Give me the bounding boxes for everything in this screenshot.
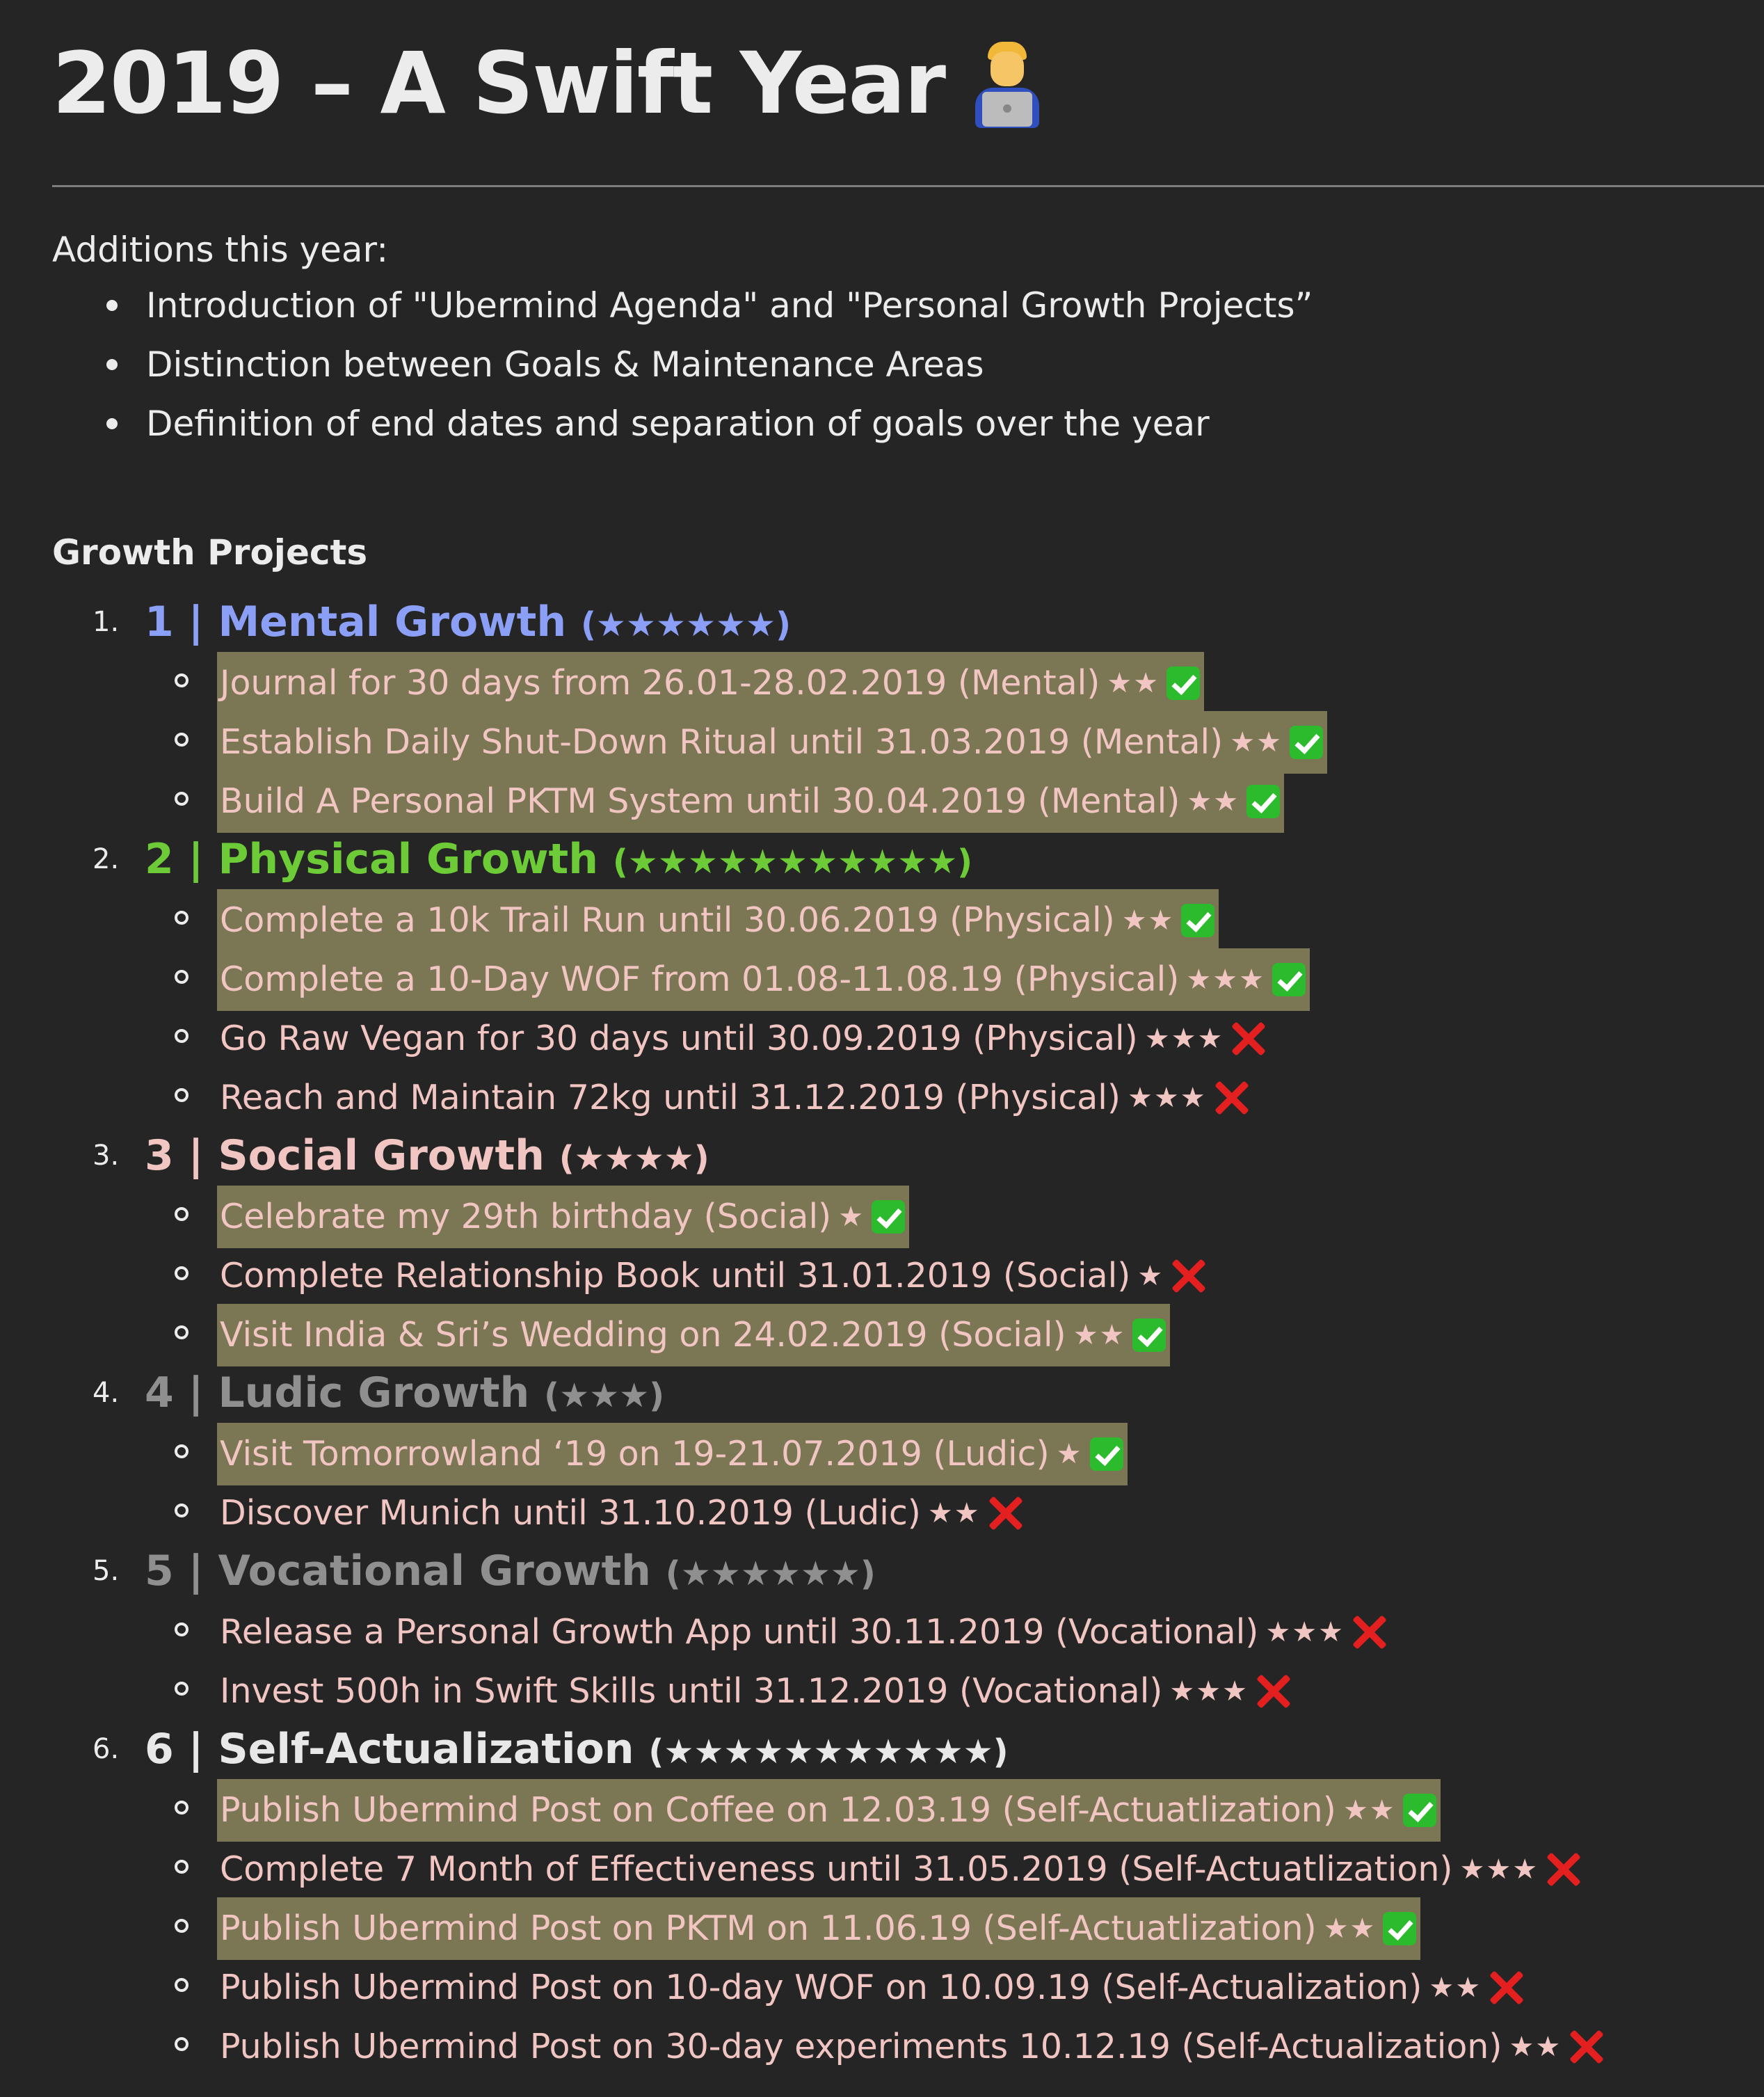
- bullet-circle-icon: [175, 1622, 189, 1636]
- bullet-circle-icon: [175, 911, 189, 925]
- goal-item-failed: [52, 1660, 1764, 1719]
- goal-text-container: [217, 1067, 1254, 1129]
- project-stars: (★★★★★★★★★★★): [648, 1732, 1009, 1771]
- goal-text-container: [217, 1482, 1028, 1545]
- project-heading: [52, 1719, 1764, 1779]
- additions-item: Distinction between Goals & Maintenance Areas: [52, 340, 1764, 399]
- goal-stars: ★★★: [1186, 964, 1265, 996]
- project-title: [145, 592, 791, 655]
- goal-item-completed: [52, 1304, 1764, 1363]
- growth-project: [52, 1363, 1764, 1541]
- goal-item-completed: [52, 889, 1764, 948]
- check-mark-icon: [1272, 963, 1306, 996]
- goal-stars: ★★: [1187, 786, 1240, 818]
- goal-stars: ★★: [1429, 1972, 1482, 2004]
- check-mark-icon: [1090, 1437, 1123, 1471]
- project-title-text: 1 | Mental Growth: [145, 598, 581, 646]
- goal-label: Publish Ubermind Post on PKTM on 11.06.19 (Self-Actuatlization): [220, 1908, 1317, 1948]
- goal-text-container: [217, 1838, 1586, 1901]
- goal-stars: ★★★: [1169, 1675, 1249, 1707]
- goal-item-failed: [52, 1601, 1764, 1660]
- page-title: 2019 – A Swift Year: [52, 34, 945, 133]
- cross-mark-icon: [988, 1495, 1024, 1531]
- bullet-dot-icon: [106, 418, 118, 429]
- goal-stars: ★: [1056, 1438, 1083, 1470]
- goal-text-container: [217, 1956, 1529, 2019]
- check-mark-icon: [1246, 785, 1280, 818]
- bullet-circle-icon: [175, 1266, 189, 1280]
- goal-text-container: [217, 770, 1284, 833]
- growth-project: [52, 1541, 1764, 1719]
- project-heading: [52, 1126, 1764, 1186]
- project-title: [145, 1719, 1009, 1782]
- check-mark-icon: [1403, 1794, 1436, 1827]
- page-title-row: [52, 28, 1764, 139]
- goal-label: Publish Ubermind Post on Coffee on 12.03.19 (Self-Actuatlization): [220, 1790, 1336, 1830]
- goal-stars: ★★: [1073, 1319, 1126, 1351]
- goal-item-failed: [52, 1482, 1764, 1541]
- project-number: 2.: [93, 843, 120, 875]
- goal-text-container: [217, 1007, 1271, 1070]
- bullet-dot-icon: [106, 300, 118, 311]
- project-title: [145, 1126, 709, 1188]
- project-title: [145, 1363, 664, 1426]
- project-heading: [52, 1541, 1764, 1601]
- project-title-text: 5 | Vocational Growth: [145, 1547, 666, 1595]
- check-mark-icon: [1166, 667, 1200, 700]
- goal-label: Journal for 30 days from 26.01-28.02.2019 (Mental): [220, 663, 1100, 703]
- goal-text-container: [217, 1601, 1392, 1664]
- goal-stars: ★★★: [1265, 1616, 1345, 1648]
- goal-item-completed: [52, 770, 1764, 829]
- goal-label: Visit India & Sri’s Wedding on 24.02.2019 (Social): [220, 1315, 1066, 1355]
- cross-mark-icon: [1546, 1851, 1582, 1888]
- project-title-text: 6 | Self-Actualization: [145, 1725, 649, 1773]
- project-number: 6.: [93, 1733, 120, 1765]
- bullet-circle-icon: [175, 673, 189, 687]
- goal-label: Publish Ubermind Post on 30-day experiments 10.12.19 (Self-Actualization): [220, 2027, 1502, 2066]
- check-mark-icon: [1290, 726, 1323, 759]
- cross-mark-icon: [1214, 1080, 1250, 1116]
- bullet-circle-icon: [175, 1919, 189, 1933]
- bullet-circle-icon: [175, 792, 189, 806]
- goal-stars: ★★: [1107, 667, 1160, 699]
- cross-mark-icon: [1171, 1258, 1207, 1294]
- goal-stars: ★★: [1323, 1913, 1377, 1945]
- goal-text-container: [217, 652, 1204, 715]
- goal-text-container: [217, 948, 1310, 1011]
- additions-label: Additions this year:: [52, 230, 389, 270]
- check-mark-icon: [1383, 1912, 1416, 1945]
- goal-item-completed: [52, 652, 1764, 711]
- goal-stars: ★★: [1509, 2031, 1562, 2063]
- growth-project: [52, 1719, 1764, 2075]
- goal-stars: ★★★: [1128, 1082, 1207, 1114]
- technologist-emoji-icon: [972, 42, 1042, 129]
- project-stars: (★★★★★★): [665, 1554, 876, 1593]
- project-stars: (★★★★★★): [580, 605, 792, 644]
- additions-item: Definition of end dates and separation of goals over the year: [52, 399, 1764, 459]
- goal-stars: ★: [1137, 1260, 1164, 1292]
- project-title-text: 3 | Social Growth: [145, 1131, 559, 1180]
- goal-text-container: [217, 1779, 1441, 1842]
- goal-item-failed: [52, 1007, 1764, 1067]
- goal-label: Celebrate my 29th birthday (Social): [220, 1197, 832, 1236]
- goal-label: Build A Personal PKTM System until 30.04.2019 (Mental): [220, 781, 1180, 821]
- goal-text-container: [217, 711, 1327, 774]
- bullet-circle-icon: [175, 1207, 189, 1221]
- growth-projects-heading: Growth Projects: [52, 532, 368, 573]
- goal-text-container: [217, 2016, 1609, 2078]
- goal-label: Complete 7 Month of Effectiveness until 31.05.2019 (Self-Actuatlization): [220, 1849, 1453, 1889]
- goal-stars: ★★: [1230, 726, 1283, 758]
- cross-mark-icon: [1489, 1970, 1525, 2006]
- project-number: 4.: [93, 1377, 120, 1409]
- project-number: 1.: [93, 606, 120, 638]
- project-heading: [52, 829, 1764, 889]
- bullet-circle-icon: [175, 733, 189, 747]
- bullet-circle-icon: [175, 1801, 189, 1815]
- goal-label: Publish Ubermind Post on 10-day WOF on 10.09.19 (Self-Actualization): [220, 1968, 1422, 2007]
- goal-item-failed: [52, 1838, 1764, 1897]
- goal-label: Establish Daily Shut-Down Ritual until 31.03.2019 (Mental): [220, 722, 1224, 762]
- cross-mark-icon: [1230, 1021, 1267, 1057]
- growth-projects-list: [52, 592, 1764, 2075]
- goal-item-failed: [52, 2016, 1764, 2075]
- goal-text-container: [217, 1304, 1170, 1366]
- project-stars: (★★★★): [559, 1139, 709, 1178]
- check-mark-icon: [872, 1200, 905, 1234]
- goal-item-completed: [52, 1186, 1764, 1245]
- bullet-circle-icon: [175, 970, 189, 984]
- goal-item-completed: [52, 948, 1764, 1007]
- goal-label: Release a Personal Growth App until 30.11.2019 (Vocational): [220, 1612, 1259, 1652]
- title-divider: [52, 185, 1764, 187]
- bullet-circle-icon: [175, 1504, 189, 1517]
- goal-stars: ★★: [1121, 904, 1175, 936]
- cross-mark-icon: [1352, 1614, 1388, 1650]
- goal-label: Complete a 10-Day WOF from 01.08-11.08.19 (Physical): [220, 959, 1180, 999]
- bullet-circle-icon: [175, 1325, 189, 1339]
- project-heading: [52, 1363, 1764, 1423]
- goal-text-container: [217, 1423, 1128, 1485]
- growth-project: [52, 829, 1764, 1126]
- document-page: [52, 28, 1764, 2075]
- goal-text-container: [217, 1897, 1420, 1960]
- check-mark-icon: [1132, 1318, 1166, 1352]
- bullet-circle-icon: [175, 1860, 189, 1874]
- goal-stars: ★: [838, 1201, 865, 1233]
- goal-stars: ★★: [927, 1497, 981, 1529]
- project-number: 3.: [93, 1140, 120, 1172]
- goal-text-container: [217, 1660, 1296, 1723]
- cross-mark-icon: [1256, 1673, 1292, 1709]
- goal-label: Complete a 10k Trail Run until 30.06.2019 (Physical): [220, 900, 1115, 940]
- goal-label: Go Raw Vegan for 30 days until 30.09.2019 (Physical): [220, 1019, 1138, 1058]
- goal-label: Visit Tomorrowland ‘19 on 19-21.07.2019 (Ludic): [220, 1434, 1050, 1474]
- project-stars: (★★★★★★★★★★★): [612, 843, 973, 882]
- goal-stars: ★★★: [1144, 1023, 1224, 1055]
- project-title-text: 2 | Physical Growth: [145, 835, 613, 884]
- bullet-dot-icon: [106, 359, 118, 370]
- bullet-circle-icon: [175, 2037, 189, 2051]
- goal-label: Complete Relationship Book until 31.01.2019 (Social): [220, 1256, 1131, 1295]
- goal-item-completed: [52, 711, 1764, 770]
- additions-item: Introduction of "Ubermind Agenda" and "Personal Growth Projects”: [52, 281, 1764, 340]
- growth-project: [52, 592, 1764, 829]
- goal-text-container: [217, 889, 1219, 952]
- project-heading: [52, 592, 1764, 652]
- goal-item-completed: [52, 1779, 1764, 1838]
- goal-stars: ★★★: [1459, 1853, 1539, 1885]
- project-number: 5.: [93, 1555, 120, 1587]
- goal-item-failed: [52, 1245, 1764, 1304]
- goal-item-failed: [52, 1067, 1764, 1126]
- bullet-circle-icon: [175, 1978, 189, 1992]
- cross-mark-icon: [1569, 2029, 1605, 2065]
- goal-text-container: [217, 1245, 1211, 1307]
- project-title: [145, 1541, 876, 1604]
- growth-project: [52, 1126, 1764, 1363]
- check-mark-icon: [1181, 904, 1214, 937]
- bullet-circle-icon: [175, 1682, 189, 1696]
- goal-text-container: [217, 1186, 909, 1248]
- goal-item-completed: [52, 1423, 1764, 1482]
- goal-item-completed: [52, 1897, 1764, 1956]
- additions-list: [52, 281, 1764, 459]
- goal-label: Invest 500h in Swift Skills until 31.12.2019 (Vocational): [220, 1671, 1163, 1711]
- goal-label: Discover Munich until 31.10.2019 (Ludic): [220, 1493, 921, 1533]
- goal-stars: ★★: [1342, 1794, 1396, 1826]
- bullet-circle-icon: [175, 1088, 189, 1102]
- bullet-circle-icon: [175, 1029, 189, 1043]
- goal-item-failed: [52, 1956, 1764, 2016]
- project-title: [145, 829, 972, 892]
- project-stars: (★★★): [544, 1376, 665, 1415]
- project-title-text: 4 | Ludic Growth: [145, 1369, 545, 1417]
- bullet-circle-icon: [175, 1444, 189, 1458]
- goal-label: Reach and Maintain 72kg until 31.12.2019 (Physical): [220, 1078, 1121, 1117]
